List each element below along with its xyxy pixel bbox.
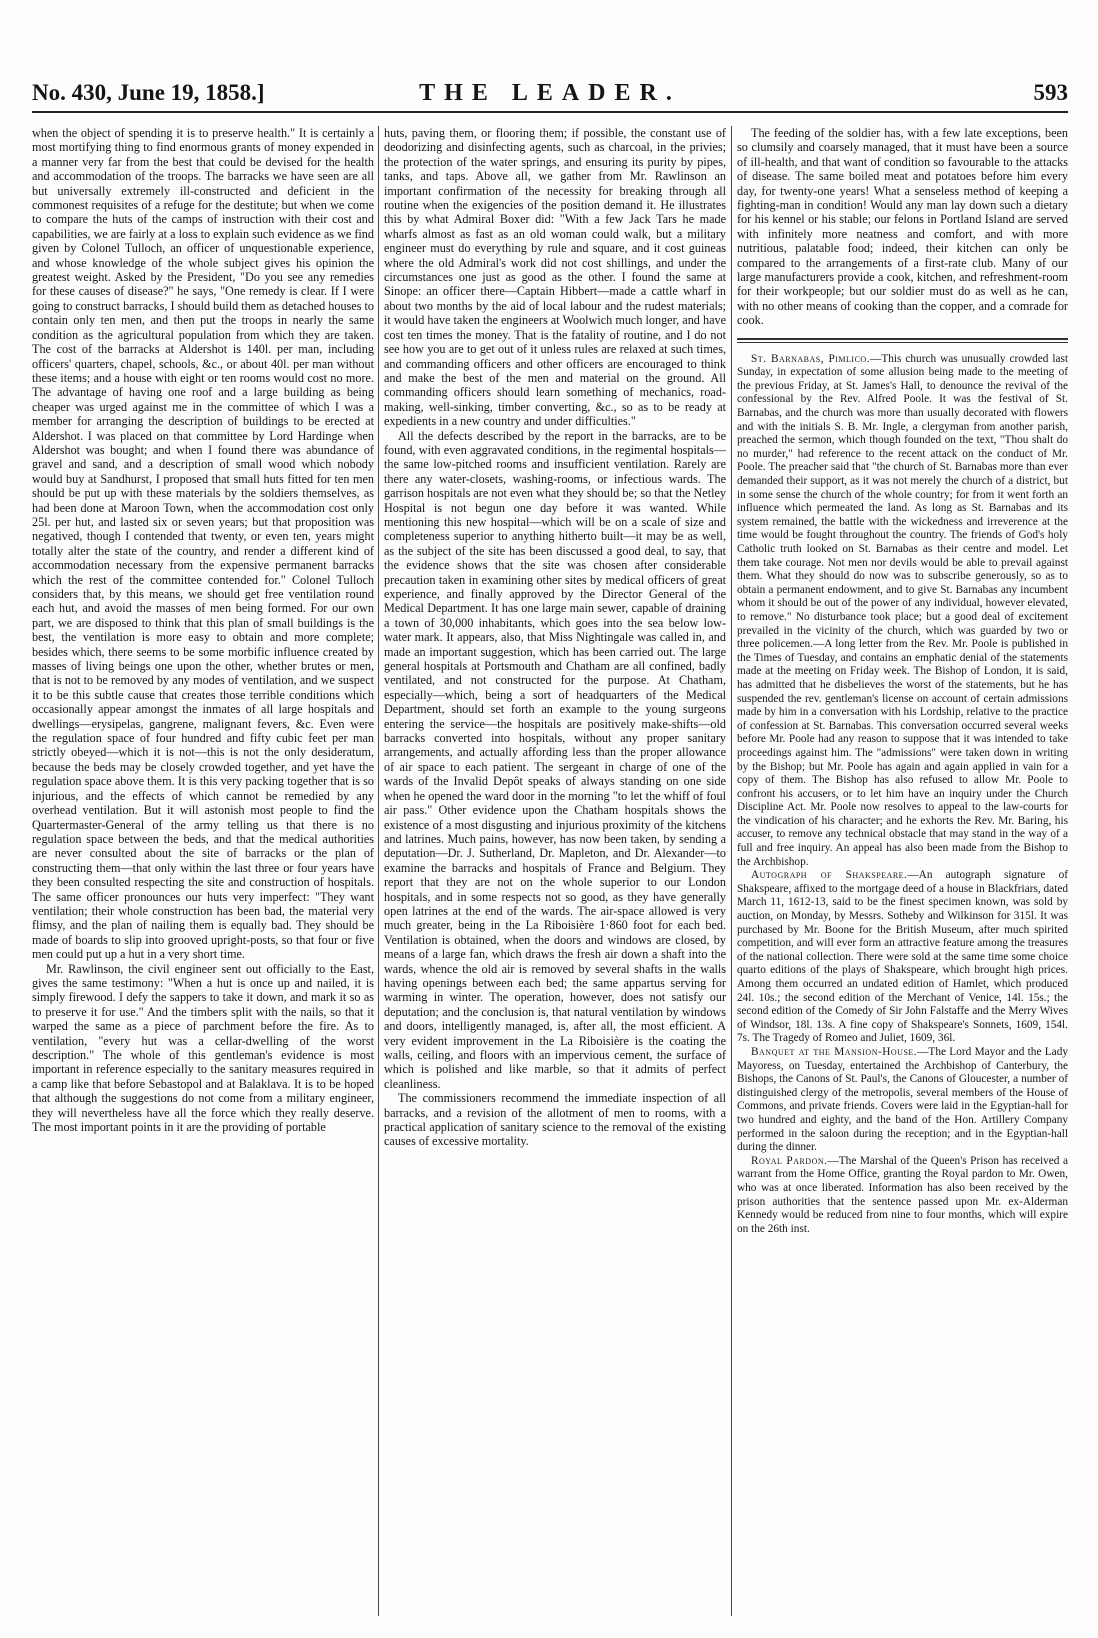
news-item-body: —The Marshal of the Queen's Prison has received a warrant from the Home Office, granting the Royal pardon to Mr. Owen, who was at once liberated. Information has also been received by the prison authorities that the sentence passed upon Mr. ex-Alderman Kennedy would be reduced from nine to four months, which will expire on the 26th inst.	[737, 1154, 1068, 1235]
column-divider	[378, 126, 379, 1616]
news-item-banquet	[737, 1046, 1068, 1155]
news-item-st-barnabas	[737, 353, 1068, 870]
article-paragraph: The feeding of the soldier has, with a few late exceptions, been so clumsily and coarsely managed, that it must have been a source of ill-health, and that want of condition so favourable to the attacks of disease. The same boiled meat and potatoes before him every day, for twenty-one years! What a senseless method of keeping a fighting-man in condition! Would any man lay down such a dietary for his kennel or his stable; our felons in Portland Island are served with infinitely more neatness and comfort, and with more nutritious, palatable food; indeed, their kitchen can only be compared to the arrangements of a first-rate club. Many of our large manufacturers provide a cook, kitchen, and refreshment-room for their workpeople; but our soldier must do as well as he can, with no other means of cooking than the copper, and a comrade for cook.	[737, 126, 1068, 328]
column-3	[737, 126, 1068, 1616]
article-paragraph: All the defects described by the report in the barracks, are to be found, with even aggravated conditions, in the regimental hospitals—the same low-pitched rooms and insufficient ventilation. Rarely are there any water-closets, washing-rooms, or infectious wards. The garrison hospitals are not even what they should be; so that the Netley Hospital is not begun one day before it was wanted. While mentioning this new hospital—which will be on a scale of size and completeness superior to anything hitherto built—it may be as well, as the subject of the site has been discussed a good deal, to say, that the evidence shows that the site was chosen after considerable precaution taken in examining other sites by medical officers of great experience, and finally approved by the Director General of the Medical Department. It has one large main sewer, capable of draining a town of 30,000 inhabitants, which goes into the sea below low-water mark. It appears, also, that Miss Nightingale was called in, and made an important suggestion, which has been carried out. The large general hospitals at Portsmouth and Chatham are all confined, badly ventilated, and not constructed for the purpose. At Chatham, especially—which, being a sort of headquarters of the Medical Department, should set forth an example to the young surgeons entering the service—the hospitals are positively make-shifts—old barracks converted into hospitals, without any proper sanitary arrangements, and actually affording less than the proper allowance of air space to each patient. The sergeant in charge of one of the wards of the Invalid Depôt speaks of always standing on one side when he opened the ward door in the morning "to let the whiff of foul air pass." Other evidence upon the Chatham hospitals shows the existence of a most disgusting and injurious proximity of the kitchens and latrines. Much pains, however, has now been taken, by sending a deputation—Dr. J. Sutherland, Dr. Mapleton, and Dr. Alexander—to examine the barracks and hospitals of France and Belgium. They report that they are not on the whole superior to our London hospitals, and in some respects not so good, as they have generally open latrines at the end of the wards. The air-space allowed is very much greater, being in the La Riboisière 1·860 foot for each bed. Ventilation is obtained, when the doors and windows are closed, by means of a large fan, which draws the fresh air down a shaft into the wards, whence the old air is removed by several shafts in the walls having openings between each bed; the same appartus serving for warming in winter. The operation, however, does not satisfy our deputation; and the conclusion is, that natural ventilation by windows and doors, intelligently managed, is, after all, the most efficient. A very evident improvement in the La Riboisière is the coating the walls, ceiling, and floors with an impervious cement, the surface of which is polished and like marble, so that it admits of perfect cleanliness.	[384, 428, 726, 1091]
news-item-heading: Royal Pardon.	[751, 1154, 828, 1167]
header-rule	[32, 111, 1068, 113]
news-item-royal-pardon	[737, 1155, 1068, 1237]
issue-date-line: No. 430, June 19, 1858.]	[32, 80, 265, 105]
article-paragraph: huts, paving them, or flooring them; if possible, the constant use of deodorizing and disinfecting agents, such as charcoal, in the privies; the protection of the water springs, and ensuring its purity by pipes, tanks, and taps. Above all, we gather from Mr. Rawlinson an important confirmation of the necessity for breaking through all routine when the exigencies of the position demand it. He illustrates this by what Admiral Boxer did: "With a few Jack Tars he made wharfs almost as fast as an old woman could walk, but a military engineer must do everything by rule and square, and it cost guineas where the old Admiral's work did not cost shillings, and under the circumstances one just as good as the other. I found the same at Sinope: an officer there—Captain Hibbert—made a cattle wharf in about two months by the aid of local labour and the rudest materials; it would have taken the engineers at Woolwich much longer, and have cost ten times the money. That is the fatality of routine, and I do not see how you are to get out of it unless rules are relaxed at such times, and commanding officers and other officers are encouraged to think and make the best of the men and material on the ground. All commanding officers should learn something of mechanics, road-making, well-sinking, timber converting, &c., so as to be ready at expedients in a new country and under difficulties."	[384, 126, 726, 429]
page-number: 593	[1033, 80, 1068, 105]
news-item-body: —This church was unusually crowded last Sunday, in expectation of some allusion being made to the meeting of the previous Friday, at St. James's Hall, to denounce the revival of the confessional by the Rev. Alfred Poole. It was the festival of St. Barnabas, and the church was more than usually decorated with flowers and with the initials S. B. Mr. Ingle, a clergyman from another parish, preached the sermon, which though founded on the text, "Thou shalt do no murder," had reference to the recent attack on the conduct of Mr. Poole. The preacher said that "the church of St. Barnabas more than ever demanded their support, as it was not merely the church of a district, but in some sense the church of the whole country; for from it went forth an influence which permeated the land. As long as St. Barnabas and its system remained, the battle with the wickedness and irreverence at the time would be fought throughout the country. The friends of God's holy Catholic truth looked on St. Barnabas as their centre and model. Let them take courage. Not men nor devils would be able to prevail against them. What they should do now was to subscribe generously, so as to obtain a permanent endowment, and to give St. Barnabas any incumbent whom it should be out of the power of any individual, however elevated, to remove." No disturbance took place; but a good deal of excitement prevailed in the vicinity of the church, which was guarded by two or three policemen.—A long letter from the Rev. Mr. Poole is published in the Times of Tuesday, and contains an emphatic denial of the statements made at the meeting on Friday week. The Bishop of London, it is said, has admitted that he disbelieves the worst of the statements, but he has suspended the rev. gentleman's license on account of certain admissions made by him in a conversation with his Lordship, relative to the practice of confession at St. Barnabas. This conversation occurred several weeks before Mr. Poole had any reason to suppose that it was intended to take proceedings against him. The "admissions" were taken down in writing by the Bishop; but Mr. Poole has again and again applied in vain for a copy of them. The Bishop has also refused to allow Mr. Poole to confront his accusers, or to let him have an inquiry under the Church Discipline Act. Mr. Poole now resolves to appeal to the law-courts for the vindication of his character; and he exhorts the Rev. Mr. Baring, his accuser, to remove any technical obstacle that may stand in the way of a full and free inquiry. An appeal has also been made from the Bishop to the Archbishop.	[737, 352, 1068, 868]
news-item-autograph	[737, 869, 1068, 1046]
news-items	[737, 353, 1068, 1237]
section-separator	[737, 338, 1068, 343]
article-paragraph: when the object of spending it is to preserve health." It is certainly a most mortifying thing to find enormous grants of money expended in a manner very far from the best that could be devised for the health and accommodation of the troops. The barracks we have seen are all but universally extremely ill-constructed and deficient in the commonest requisites of a refuge for the destitute; but when we come to compare the huts of the camps of instruction with their cost and capabilities, we are fairly at a loss to explain such evidence as we find given by Colonel Tulloch, an officer of unquestionable experience, and whose knowledge of the whole subject gives his opinion the greatest weight. Asked by the President, "Do you see any remedies for these causes of disease?" he says, "One remedy is clear. If I were going to construct barracks, I should build them as detached houses to contain only ten men, and then put the troops in nearly the same condition as the agricultural population from which they are taken. The cost of the barracks at Aldershot is 140l. per man, including officers' quarters, chapel, schools, &c., or about 40l. per man without these items; and a house with eight or ten rooms would cost no more. The advantage of having one roof and a large building as being cheaper was urged against me in the committee of which I was a member for arranging the description of buildings to be erected at Aldershot. I was placed on that committee by Lord Hardinge when Aldershot was bought; and when I found there was abundance of gravel and sand, and a description of small wood which nobody would buy at Sandhurst, I proposed that small huts fitted for ten men should be put up with these materials by the soldiers themselves, as had been done at Maroon Town, when the accommodation cost only 25l. per hut, and lasted six or seven years; but that proposition was negatived, though I contended that twenty, or even ten, years might totally alter the state of the country, and render a different kind of accommodation necessary from the expensive permanent barracks which the rest of the committee contended for." Colonel Tulloch considers that, by this means, we should get free ventilation round each hut, and avoid the masses of men being formed. For our own part, we are disposed to think that this plan of small buildings is the best, the ventilation is more easy to obtain and more complete; besides which, there seems to be some morbific influence created by masses of living beings one upon the other, whether brutes or men, that is not to be removed by any modes of ventilation, and we suspect it to be this subtle cause that creates those terrible conditions which occasionally appear amongst the inmates of all large hospitals and dwellings—erysipelas, gangrene, malignant fevers, &c. Even were the regulation space of four hundred and fifty cubic feet per man strictly obeyed—which it is not—this is not the only desideratum, because the beds may be closely crowded together, and yet have the regulation space above them. It is this very packing together that is so injurious, and the effects of which cannot be remedied by any overhead ventilation. But it will astonish most people to find the Quartermaster-General of the army telling us that there is no regulation space between the beds, and that the medical authorities are never consulted about the site of barracks or the plan of constructing them—that only within the last three or four years have they been consulted respecting the site and construction of hospitals. The same officer pronounces our huts very imperfect: "They want ventilation; their whole construction has been bad, the material very flimsy, and the plan of nailing them is equally bad. They should be made of boards to slip into grooved upright-posts, so that four or five men could put up a hut in a very short time.	[32, 126, 374, 962]
column-1	[32, 126, 374, 1616]
news-item-heading: Banquet at the Mansion-House.	[751, 1045, 918, 1058]
article-paragraph: Mr. Rawlinson, the civil engineer sent out officially to the East, gives the same testimony: "When a hut is once up and nailed, it is simply firewood. I defy the sappers to take it down, and mark it so as to preserve it for use." And the timbers split with the nails, so that it warped the same as a piece of parchment before the fire. As to ventilation, "every hut was a cellar-dwelling of the worst description." The whole of this gentleman's evidence is most important in reference especially to the sanitary measures required in a camp like that before Sebastopol and at Balaklava. It is to be hoped that although the suggestions do not come from a military engineer, they will nevertheless have all the force which they really deserve. The most important points in it are the providing of portable	[32, 961, 374, 1135]
news-item-heading: St. Barnabas, Pimlico.	[751, 352, 871, 365]
news-item-body: —The Lord Mayor and the Lady Mayoress, on Tuesday, entertained the Archbishop of Canterbury, the Bishops, the Canons of St. Paul's, the Canons of Gloucester, a number of distinguished clergy of the metropolis, several members of the House of Commons, and private friends. Covers were laid in the Egyptian-hall for two hundred and eighty, and the band of the Hon. Artillery Company performed in the saloon during the reception; and in the Egyptian-hall during the dinner.	[737, 1045, 1068, 1154]
masthead	[32, 78, 1068, 112]
news-item-body: —An autograph signature of Shakspeare, affixed to the mortgage deed of a house in Blackfriars, dated March 11, 1612-13, said to be the finest specimen known, was sold by auction, on Monday, by Messrs. Sotheby and Wilkinson for 315l. It was purchased by Mr. Boone for the British Museum, after much spirited competition, and will ever form an attractive feature among the treasures of the national collection. There were sold at the same time some choice quarto editions of the plays of Shakspeare, which brought high prices. Among them occurred an undated edition of Hamlet, which produced 24l. 10s.; the second edition of the Merchant of Venice, 14l. 15s.; the second edition of the Comedy of Sir John Falstaffe and the Merry Wives of Windsor, 18l. 13s. A fine copy of Shakspeare's Sonnets, 1609, 154l. 7s. The Tragedy of Romeo and Juliet, 1609, 36l.	[737, 869, 1068, 1045]
paper-title: THE LEADER.	[419, 80, 681, 106]
article-paragraph: The commissioners recommend the immediate inspection of all barracks, and a revision of the allotment of men to rooms, with a practical application of sanitary science to the removal of the existing causes of excessive mortality.	[384, 1091, 726, 1149]
column-2	[384, 126, 726, 1616]
column-divider	[731, 126, 732, 1616]
news-item-heading: Autograph of Shakspeare.	[751, 869, 908, 882]
